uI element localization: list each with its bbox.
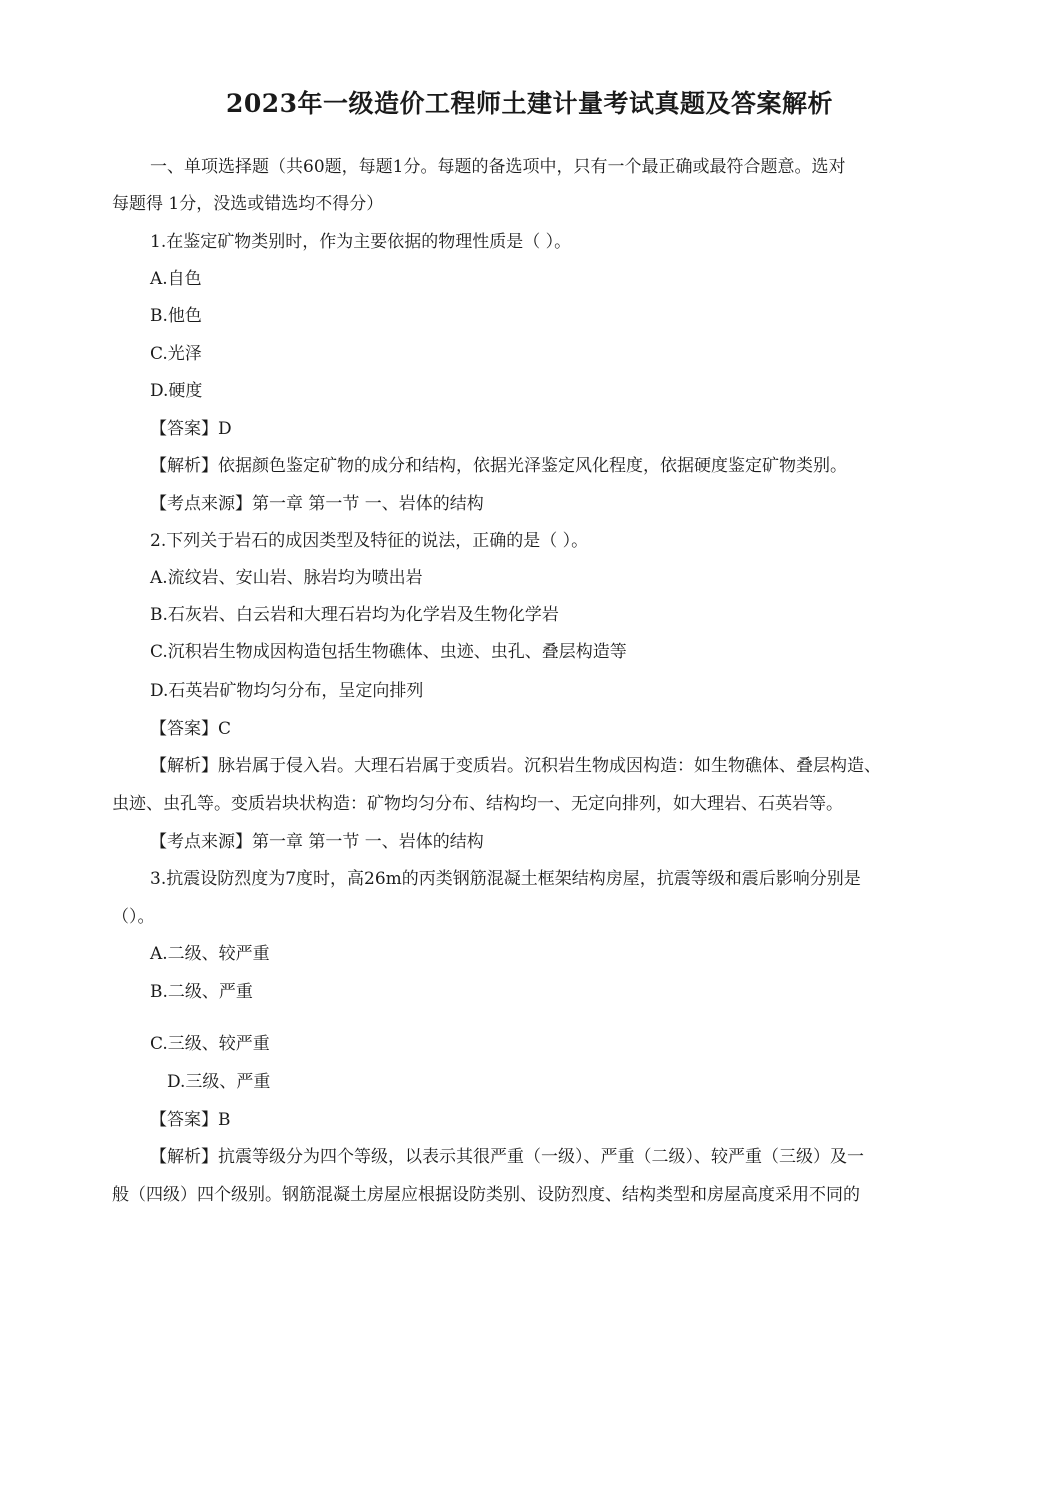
question-1-stem: 1.在鉴定矿物类别时，作为主要依据的物理性质是（ ）。 [150,232,572,252]
question-3-stem-line-1: 3.抗震设防烈度为7度时，高26m的丙类钢筋混凝土框架结构房屋，抗震等级和震后影响分别是 [150,869,861,889]
question-2-stem: 2.下列关于岩石的成因类型及特征的说法，正确的是（ ）。 [150,531,589,551]
page-title: 2023年一级造价工程师土建计量考试真题及答案解析 [225,89,834,118]
question-2-analysis-line-1: 【解析】脉岩属于侵入岩。大理石岩属于变质岩。沉积岩生物成因构造：如生物礁体、叠层构造、 [150,756,881,776]
question-1-analysis: 【解析】依据颜色鉴定矿物的成分和结构，依据光泽鉴定风化程度，依据硬度鉴定矿物类别。 [150,456,847,476]
question-1-option-c: C.光泽 [150,344,202,364]
question-1-option-d: D.硬度 [150,381,203,401]
question-3-option-d: D.三级、严重 [167,1072,271,1092]
question-3-stem-line-2: （）。 [112,907,155,927]
question-1-answer: 【答案】D [150,419,232,439]
question-1-option-b: B.他色 [150,306,202,326]
question-3-option-b: B.二级、严重 [150,982,253,1002]
question-2-source: 【考点来源】第一章 第一节 一、岩体的结构 [150,832,484,852]
question-2-option-a: A.流纹岩、安山岩、脉岩均为喷出岩 [150,568,423,588]
question-2-option-c: C.沉积岩生物成因构造包括生物礁体、虫迹、虫孔、叠层构造等 [150,642,627,662]
question-3-analysis-line-2: 般（四级）四个级别。钢筋混凝土房屋应根据设防类别、设防烈度、结构类型和房屋高度采用不同的 [112,1185,860,1205]
question-2-option-d: D.石英岩矿物均匀分布，呈定向排列 [150,681,424,701]
section-intro-line-1: 一、单项选择题（共60题，每题1分。每题的备选项中，只有一个最正确或最符合题意。选对 [150,157,846,177]
question-3-option-c: C.三级、较严重 [150,1034,270,1054]
question-2-answer: 【答案】C [150,719,232,739]
question-3-answer: 【答案】B [150,1110,231,1130]
question-2-analysis-line-2: 虫迹、虫孔等。变质岩块状构造：矿物均匀分布、结构均一、无定向排列，如大理岩、石英岩等。 [112,794,843,814]
question-2-option-b: B.石灰岩、白云岩和大理石岩均为化学岩及生物化学岩 [150,605,559,625]
question-3-analysis-line-1: 【解析】抗震等级分为四个等级，以表示其很严重（一级）、严重（二级）、较严重（三级）及一 [150,1147,864,1167]
question-1-option-a: A.自色 [150,269,202,289]
section-intro-line-2: 每题得 1分，没选或错选均不得分） [112,194,384,214]
question-1-source: 【考点来源】第一章 第一节 一、岩体的结构 [150,494,484,514]
question-3-option-a: A.二级、较严重 [150,944,270,964]
